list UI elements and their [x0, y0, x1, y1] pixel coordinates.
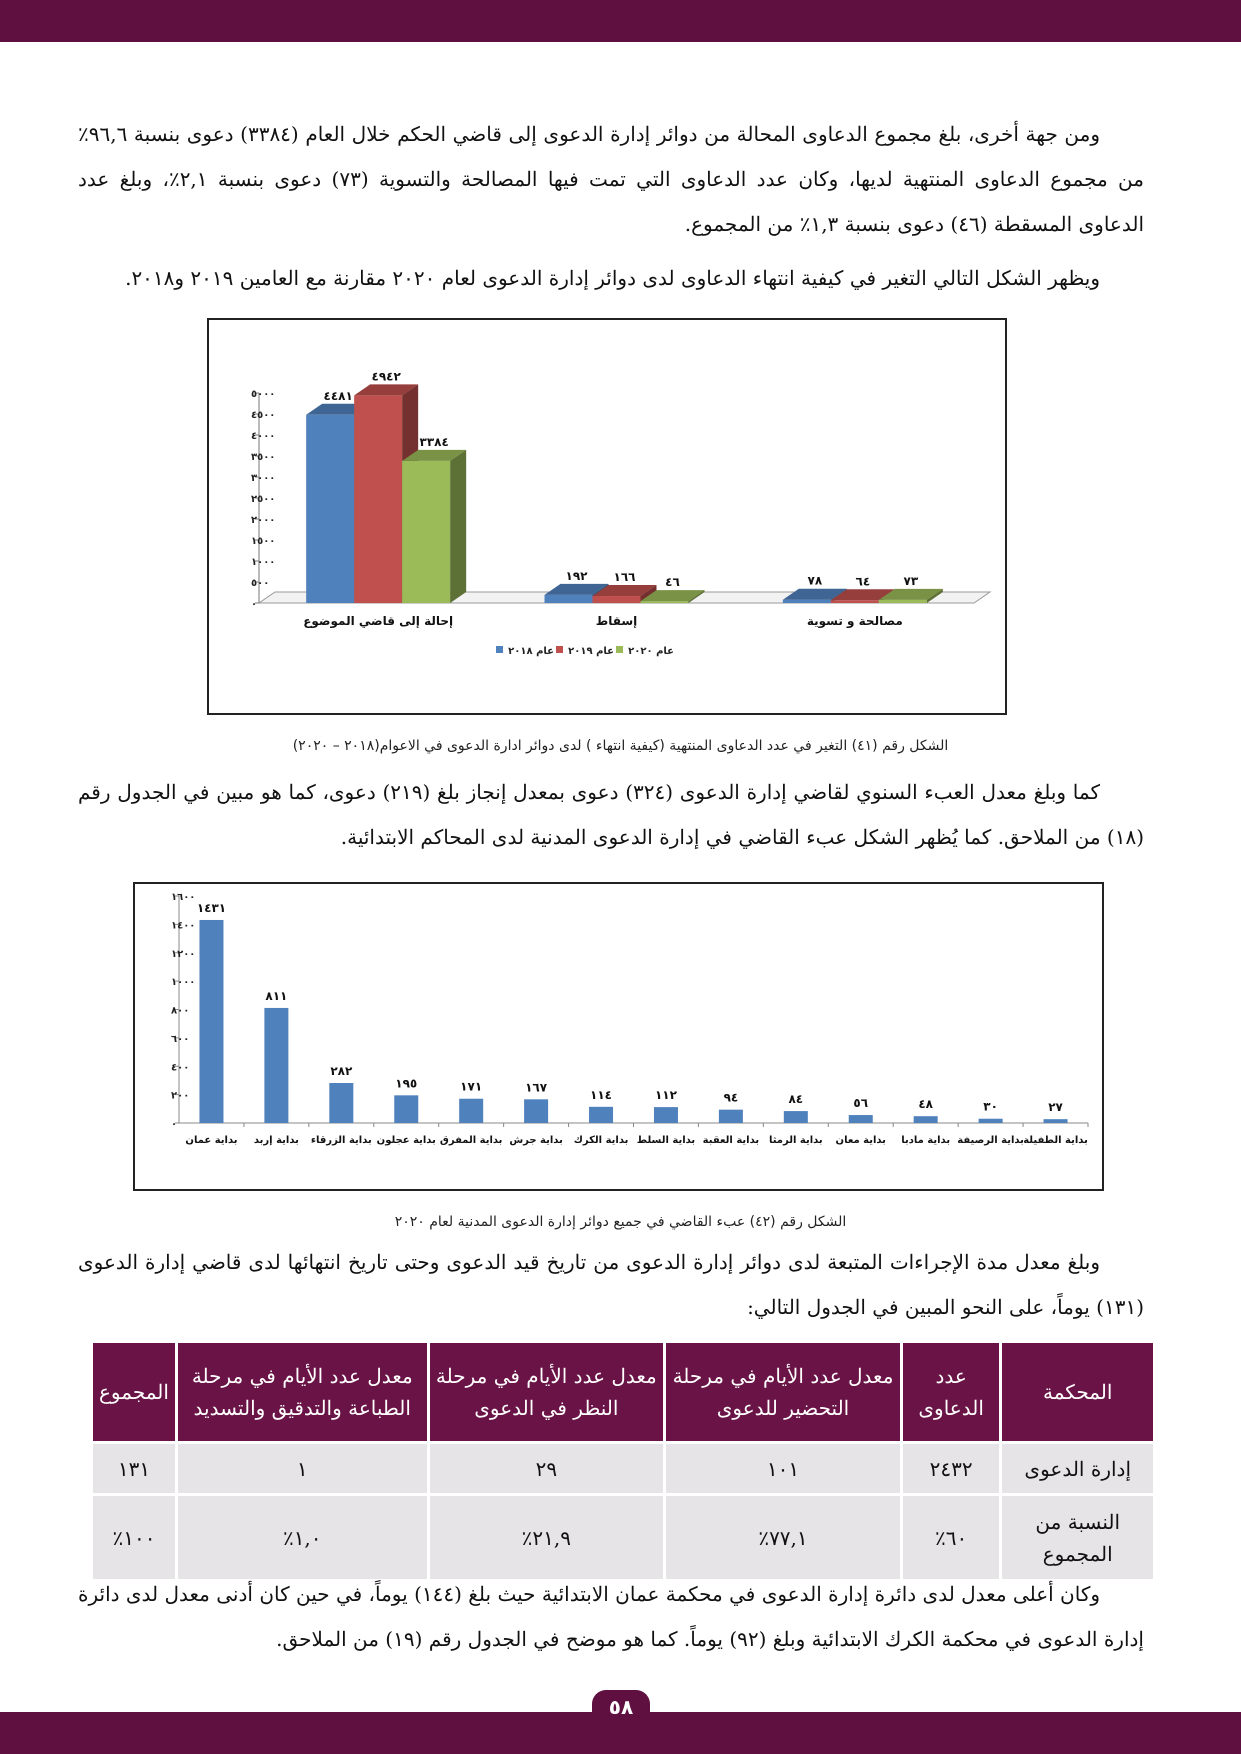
- category-label: إسقاط: [595, 614, 638, 628]
- paragraph-1: ومن جهة أخرى، بلغ مجموع الدعاوى المحالة من دوائر إدارة الدعوى إلى قاضي الحكم خلال العام (٣٣٨٤) دعوى بنسبة ٩٦,٦٪ من مجموع الدعاوى المنتهية لديها، وكان عدد الدعاوى التي تمت فيها المصالحة والتسوية (٧٣) دعوى بنسبة ٢,١٪، وبلغ عدد الدعاوى المسقطة (٤٦) دعوى بنسبة ١,٣٪ من المجموع.: [78, 122, 1144, 236]
- data-label: ١٤٣١: [196, 900, 227, 915]
- bar: [784, 1111, 808, 1123]
- paragraph-4: وبلغ معدل مدة الإجراءات المتبعة لدى دوائر إدارة الدعوى من تاريخ قيد الدعوى وحتى تاريخ انتهائها لدى قاضي إدارة الدعوى (١٣١) يوماً، على النحو المبين في الجدول التالي:: [78, 1250, 1144, 1319]
- figure-42-caption: الشكل رقم (٤٢) عبء القاضي في جميع دوائر إدارة الدعوى المدنية لعام ٢٠٢٠: [394, 1214, 847, 1230]
- category-label: بداية مادبا: [901, 1135, 951, 1146]
- category-label: بداية المفرق: [439, 1135, 503, 1146]
- paragraph-3: كما وبلغ معدل العبء السنوي لقاضي إدارة الدعوى (٣٢٤) دعوى بمعدل إنجاز بلغ (٢١٩) دعوى، كما هو مبين في الجدول رقم (١٨) من الملاحق. كما يُظهر الشكل عبء القاضي في إدارة الدعوى المدنية لدى المحاكم الابتدائية.: [78, 780, 1144, 849]
- category-label: بداية الكرك: [573, 1135, 629, 1146]
- table-cell: ٢١,٩٪: [428, 1495, 665, 1581]
- y-tick-label: ١٠٠٠: [171, 977, 196, 989]
- y-tick-label: ١٢٠٠: [171, 948, 196, 960]
- duration-table: [90, 1340, 1156, 1582]
- y-tick-label: ٣٥٠٠: [251, 452, 276, 463]
- y-tick-label: ٢٠٠: [171, 1090, 190, 1102]
- data-label: ٤٩٤٢: [371, 369, 401, 384]
- bar: [719, 1110, 743, 1123]
- table-cell: ١٠١: [665, 1443, 902, 1495]
- legend-label: عام ٢٠١٨: [508, 646, 554, 657]
- table-cell: ١: [176, 1443, 428, 1495]
- bar-front: [593, 596, 641, 603]
- chart-41-svg: [209, 320, 1005, 713]
- data-label: ٣٠: [983, 1099, 998, 1114]
- category-label: بداية الرمثا: [768, 1135, 823, 1146]
- header-review-days: معدل عدد الأيام في مرحلة النظر في الدعوى: [428, 1342, 665, 1443]
- bar: [849, 1115, 873, 1123]
- bar-side: [450, 450, 466, 603]
- bar: [914, 1116, 938, 1123]
- table-cell: ٦٠٪: [901, 1495, 1001, 1581]
- y-tick-label: ٨٠٠: [171, 1005, 190, 1017]
- table-row: [92, 1443, 1155, 1495]
- category-label: بداية الزرقاء: [310, 1135, 372, 1146]
- bar-front: [402, 461, 450, 603]
- data-label: ٢٨٢: [330, 1063, 353, 1078]
- y-tick-label: ٣٠٠٠: [251, 473, 276, 484]
- y-tick-label: ٢٥٠٠: [251, 494, 276, 505]
- y-tick-label: ٦٠٠: [171, 1033, 190, 1045]
- table-cell: ١,٠٪: [176, 1495, 428, 1581]
- header-total: المجموع: [92, 1342, 177, 1443]
- header-preparation-days: معدل عدد الأيام في مرحلة التحضير للدعوى: [665, 1342, 902, 1443]
- data-label: ١١٢: [654, 1088, 677, 1103]
- category-label: بداية الطفيلة: [1023, 1135, 1088, 1146]
- y-tick-label: ١٠٠٠: [251, 557, 276, 568]
- data-label: ٤٦: [665, 575, 680, 590]
- data-label: ٤٤٨١: [323, 388, 353, 403]
- data-label: ١٦٧: [525, 1080, 548, 1095]
- figure-41-caption: الشكل رقم (٤١) التغير في عدد الدعاوى المنتهية (كيفية انتهاء ) لدى دوائر ادارة الدعوى في الاعوام(٢٠١٨ – ٢٠٢٠): [292, 738, 949, 754]
- bar-front: [641, 601, 689, 603]
- chart-42: [133, 882, 1104, 1191]
- bar: [459, 1099, 483, 1123]
- bar: [394, 1095, 418, 1123]
- bar-front: [354, 395, 402, 603]
- y-tick-label: ٥٠٠: [251, 578, 270, 589]
- chart-42-svg: [135, 884, 1102, 1189]
- bar: [654, 1107, 678, 1123]
- bar-front: [879, 600, 927, 603]
- data-label: ٢٧: [1048, 1100, 1063, 1115]
- data-label: ١٦٦: [613, 570, 636, 585]
- table-cell: ٢٤٣٢: [901, 1443, 1001, 1495]
- table-header-row: [92, 1342, 1155, 1443]
- category-label: بداية العقبة: [702, 1135, 760, 1146]
- data-label: ٧٣: [903, 573, 919, 588]
- data-label: ٣٣٨٤: [419, 434, 449, 449]
- y-tick-label: ١٦٠٠: [171, 892, 196, 903]
- bar: [524, 1099, 548, 1123]
- bar-front: [545, 595, 593, 603]
- header-printing-days: معدل عدد الأيام في مرحلة الطباعة والتدقيق والتسديد: [176, 1342, 428, 1443]
- data-label: ٨٤: [788, 1092, 804, 1107]
- y-tick-label: ٤٠٠٠: [251, 431, 276, 442]
- table-cell: ٢٩: [428, 1443, 665, 1495]
- y-tick-label: ٥٠٠٠: [251, 389, 276, 400]
- bar-front: [783, 600, 831, 603]
- category-label: بداية إربد: [253, 1135, 299, 1146]
- legend-swatch: [496, 646, 503, 653]
- bar: [979, 1119, 1003, 1123]
- y-tick-label: ١٥٠٠: [251, 536, 276, 547]
- category-label: بداية جرش: [509, 1135, 563, 1146]
- table-cell: ١٠٠٪: [92, 1495, 177, 1581]
- category-label: بداية معان: [835, 1135, 886, 1146]
- bar: [329, 1083, 353, 1123]
- data-label: ١١٤: [590, 1087, 613, 1102]
- bar: [589, 1107, 613, 1123]
- data-label: ٤٨: [918, 1097, 934, 1112]
- data-label: ٩٤: [723, 1090, 739, 1105]
- legend-swatch: [556, 646, 563, 653]
- top-band: [0, 0, 1241, 42]
- category-label: بداية الرصيفة: [957, 1135, 1024, 1146]
- bar-front: [306, 415, 354, 603]
- bar: [264, 1008, 288, 1123]
- table-cell: النسبة من المجموع: [1001, 1495, 1155, 1581]
- page-number: ٥٨: [592, 1690, 650, 1722]
- legend-swatch: [616, 646, 623, 653]
- legend-label: عام ٢٠١٩: [568, 646, 614, 657]
- header-case-count: عدد الدعاوى: [901, 1342, 1001, 1443]
- bar: [199, 920, 223, 1123]
- category-label: مصالحة و تسوية: [806, 614, 903, 628]
- y-tick-label: ٤٥٠٠: [251, 410, 276, 421]
- table-cell: ٧٧,١٪: [665, 1495, 902, 1581]
- data-label: ٧٨: [807, 573, 823, 588]
- y-tick-label: ٢٠٠٠: [251, 515, 276, 526]
- paragraph-5: وكان أعلى معدل لدى دائرة إدارة الدعوى في محكمة عمان الابتدائية حيث بلغ (١٤٤) يوماً، في حين كان أدنى معدل لدى دائرة إدارة الدعوى في محكمة الكرك الابتدائية وبلغ (٩٢) يوماً. كما هو موضح في الجدول رقم (١٩) من الملاحق.: [78, 1582, 1144, 1651]
- chart-41: [207, 318, 1007, 715]
- legend-label: عام ٢٠٢٠: [628, 646, 674, 657]
- bar-front: [831, 600, 879, 603]
- paragraph-2: ويظهر الشكل التالي التغير في كيفية انتهاء الدعاوى لدى دوائر إدارة الدعوى لعام ٢٠٢٠ مقارنة مع العامين ٢٠١٩ و٢٠١٨.: [125, 266, 1100, 290]
- data-label: ١٩٢: [565, 568, 588, 583]
- category-label: بداية السلط: [636, 1135, 696, 1146]
- table-row: [92, 1495, 1155, 1581]
- category-label: بداية عمان: [185, 1135, 238, 1146]
- table-cell: إدارة الدعوى: [1001, 1443, 1155, 1495]
- header-court: المحكمة: [1001, 1342, 1155, 1443]
- data-label: ٨١١: [265, 988, 288, 1003]
- bar: [1044, 1119, 1068, 1123]
- y-tick-label: ٤٠٠: [171, 1062, 190, 1074]
- data-label: ٦٤: [855, 574, 871, 589]
- y-tick-label: ٠: [251, 599, 258, 610]
- y-tick-label: ١٤٠٠: [171, 920, 196, 932]
- data-label: ١٧١: [460, 1079, 483, 1094]
- data-label: ٥٦: [853, 1096, 869, 1111]
- table-cell: ١٣١: [92, 1443, 177, 1495]
- y-tick-label: ٠: [171, 1119, 178, 1130]
- category-label: إحالة إلى قاضي الموضوع: [303, 614, 454, 628]
- category-label: بداية عجلون: [376, 1135, 436, 1146]
- data-label: ١٩٥: [395, 1076, 418, 1091]
